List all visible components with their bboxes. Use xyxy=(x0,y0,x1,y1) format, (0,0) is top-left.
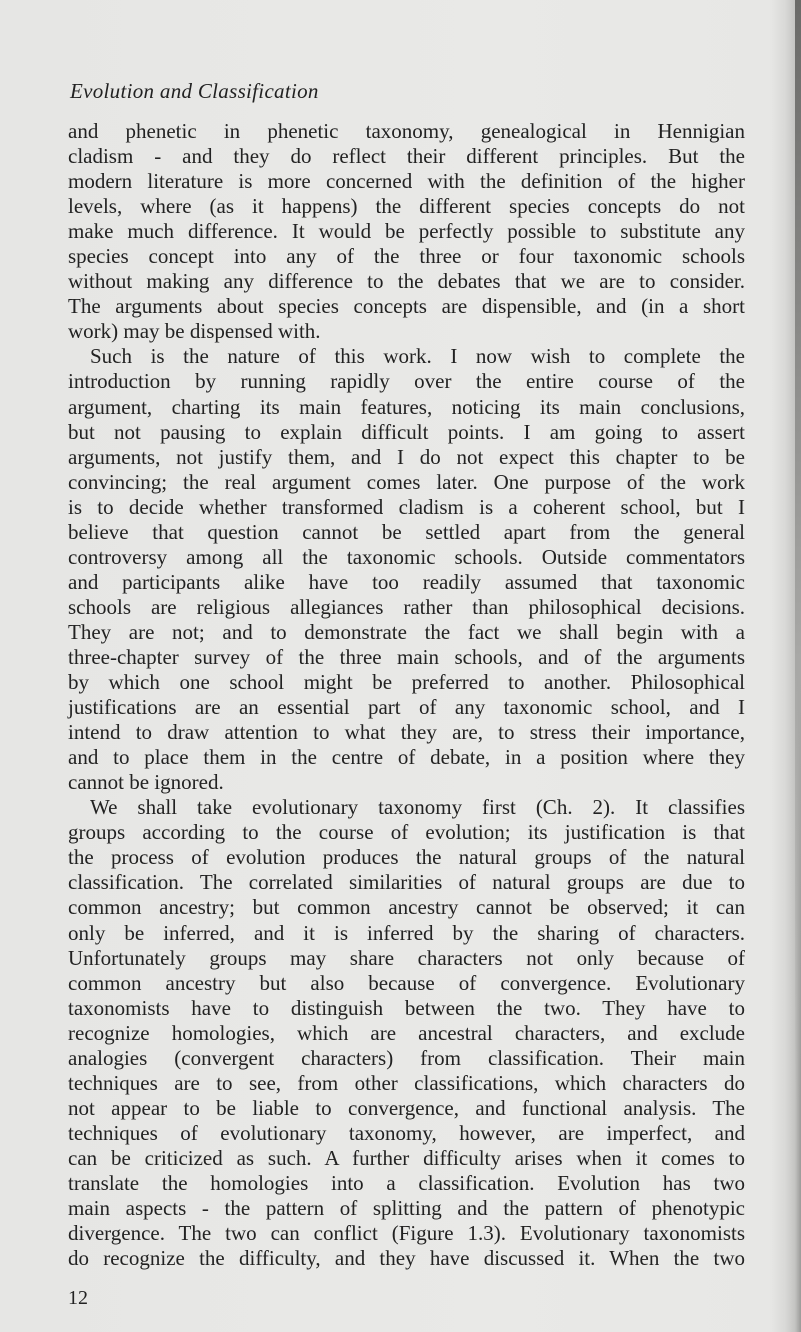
text-line-content: and phenetic in phenetic taxonomy, genealogical in Hennigian xyxy=(68,119,745,143)
text-line xyxy=(68,895,745,920)
text-line-content: argument, charting its main features, noticing its main conclusions, xyxy=(68,394,745,419)
text-line xyxy=(68,119,745,144)
text-line xyxy=(68,194,745,219)
text-line-content: and participants alike have too readily assumed that taxonomic xyxy=(68,569,745,594)
text-line-content: translate the homologies into a classification. Evolution has two xyxy=(68,1170,745,1195)
text-line-content: schools are religious allegiances rather than philosophical decisions. xyxy=(68,594,745,619)
text-line xyxy=(68,219,745,244)
text-line xyxy=(68,645,745,670)
text-line-content: groups according to the course of evolution; its justification is that xyxy=(68,820,745,845)
text-line-content: controversy among all the taxonomic schools. Outside commentators xyxy=(68,544,745,569)
text-line-content: They are not; and to demonstrate the fact we shall begin with a xyxy=(68,619,745,644)
text-line xyxy=(68,720,745,745)
text-line xyxy=(68,495,745,520)
text-line xyxy=(68,620,745,645)
text-line xyxy=(68,1146,745,1171)
text-line xyxy=(68,319,745,344)
text-line xyxy=(68,695,745,720)
text-line-content: justifications are an essential part of any taxonomic school, and I xyxy=(68,695,745,720)
text-line-content: species concept into any of the three or four taxonomic schools xyxy=(68,244,745,269)
text-line-content: believe that question cannot be settled apart from the general xyxy=(68,519,745,544)
text-line xyxy=(68,595,745,620)
text-line xyxy=(68,169,745,194)
text-line-content: The arguments about species concepts are dispensible, and (in a short xyxy=(68,294,745,319)
text-line xyxy=(68,1246,745,1271)
text-line-content: analogies (convergent characters) from classification. Their main xyxy=(68,1045,745,1070)
text-line-content: do recognize the difficulty, and they have discussed it. When the two xyxy=(68,1246,745,1271)
text-line xyxy=(68,570,745,595)
text-line-content: convincing; the real argument comes later. One purpose of the work xyxy=(68,469,745,494)
body-text xyxy=(68,119,745,1271)
text-line-content: Unfortunately groups may share characters not only because of xyxy=(68,945,745,970)
text-line-content: intend to draw attention to what they are, to stress their importance, xyxy=(68,720,745,745)
text-line xyxy=(68,1171,745,1196)
text-line-content: is to decide whether transformed cladism is a coherent school, but I xyxy=(68,494,745,519)
text-line-content: three-chapter survey of the three main schools, and of the arguments xyxy=(68,644,745,669)
text-line xyxy=(68,244,745,269)
text-line xyxy=(68,420,745,445)
text-line xyxy=(68,545,745,570)
text-line-content: main aspects - the pattern of splitting and the pattern of phenotypic xyxy=(68,1196,745,1221)
text-line-content: common ancestry but also because of convergence. Evolutionary xyxy=(68,970,745,995)
text-line xyxy=(68,770,745,795)
text-line-content: levels, where (as it happens) the different species concepts do not xyxy=(68,194,745,219)
text-line-content: not appear to be liable to convergence, and functional analysis. The xyxy=(68,1095,745,1120)
text-line xyxy=(68,520,745,545)
text-line-content: techniques are to see, from other classifications, which characters do xyxy=(68,1070,745,1095)
text-line xyxy=(68,470,745,495)
text-line-content: and to place them in the centre of debate, in a position where they xyxy=(68,745,745,770)
text-line xyxy=(68,1046,745,1071)
text-line-content: We shall take evolutionary taxonomy first (Ch. 2). It classifies xyxy=(90,795,745,820)
text-line xyxy=(68,1221,745,1246)
text-line xyxy=(68,144,745,169)
text-line xyxy=(68,1021,745,1046)
running-head: Evolution and Classification xyxy=(70,79,319,103)
text-line xyxy=(68,1096,745,1121)
text-line-content: the process of evolution produces the natural groups of the natural xyxy=(68,845,745,870)
text-line-content: Such is the nature of this work. I now wish to complete the xyxy=(90,344,745,369)
text-line-content: but not pausing to explain difficult points. I am going to assert xyxy=(68,419,745,444)
page-edge-shadow xyxy=(795,0,801,1100)
text-line-content: taxonomists have to distinguish between the two. They have to xyxy=(68,995,745,1020)
text-line xyxy=(68,269,745,294)
text-line xyxy=(68,445,745,470)
text-line-content: classification. The correlated similarities of natural groups are due to xyxy=(68,870,745,895)
text-line-content: introduction by running rapidly over the entire course of the xyxy=(68,369,745,394)
text-line-content: arguments, not justify them, and I do not expect this chapter to be xyxy=(68,444,745,469)
text-line-content: can be criticized as such. A further difficulty arises when it comes to xyxy=(68,1145,745,1170)
text-line-content: only be inferred, and it is inferred by the sharing of characters. xyxy=(68,920,745,945)
text-line xyxy=(68,921,745,946)
text-line-content: without making any difference to the debates that we are to consider. xyxy=(68,269,745,294)
text-line xyxy=(68,946,745,971)
text-line-content: techniques of evolutionary taxonomy, however, are imperfect, and xyxy=(68,1120,745,1145)
text-line xyxy=(68,1121,745,1146)
text-line-content: modern literature is more concerned with the definition of the higher xyxy=(68,169,745,194)
text-line xyxy=(68,369,745,394)
text-line-content: recognize homologies, which are ancestral characters, and exclude xyxy=(68,1020,745,1045)
text-line-content: divergence. The two can conflict (Figure 1.3). Evolutionary taxonomists xyxy=(68,1221,745,1246)
text-line-content: by which one school might be preferred to another. Philosophical xyxy=(68,670,745,695)
text-line-content: make much difference. It would be perfectly possible to substitute any xyxy=(68,219,745,244)
text-line xyxy=(68,670,745,695)
text-line xyxy=(68,996,745,1021)
text-line-content: cladism - and they do reflect their different principles. But the xyxy=(68,144,745,169)
text-line xyxy=(68,1071,745,1096)
text-line xyxy=(68,294,745,319)
text-line xyxy=(68,845,745,870)
text-line-content: work) may be dispensed with. xyxy=(68,319,321,344)
text-line xyxy=(68,795,745,820)
text-line-content: cannot be ignored. xyxy=(68,770,224,795)
page-number: 12 xyxy=(68,1287,88,1309)
text-line xyxy=(68,820,745,845)
text-line xyxy=(68,1196,745,1221)
text-line xyxy=(68,395,745,420)
text-line xyxy=(68,870,745,895)
text-line-content: common ancestry; but common ancestry cannot be observed; it can xyxy=(68,895,745,920)
text-line xyxy=(68,971,745,996)
text-line xyxy=(68,745,745,770)
text-line xyxy=(68,344,745,369)
